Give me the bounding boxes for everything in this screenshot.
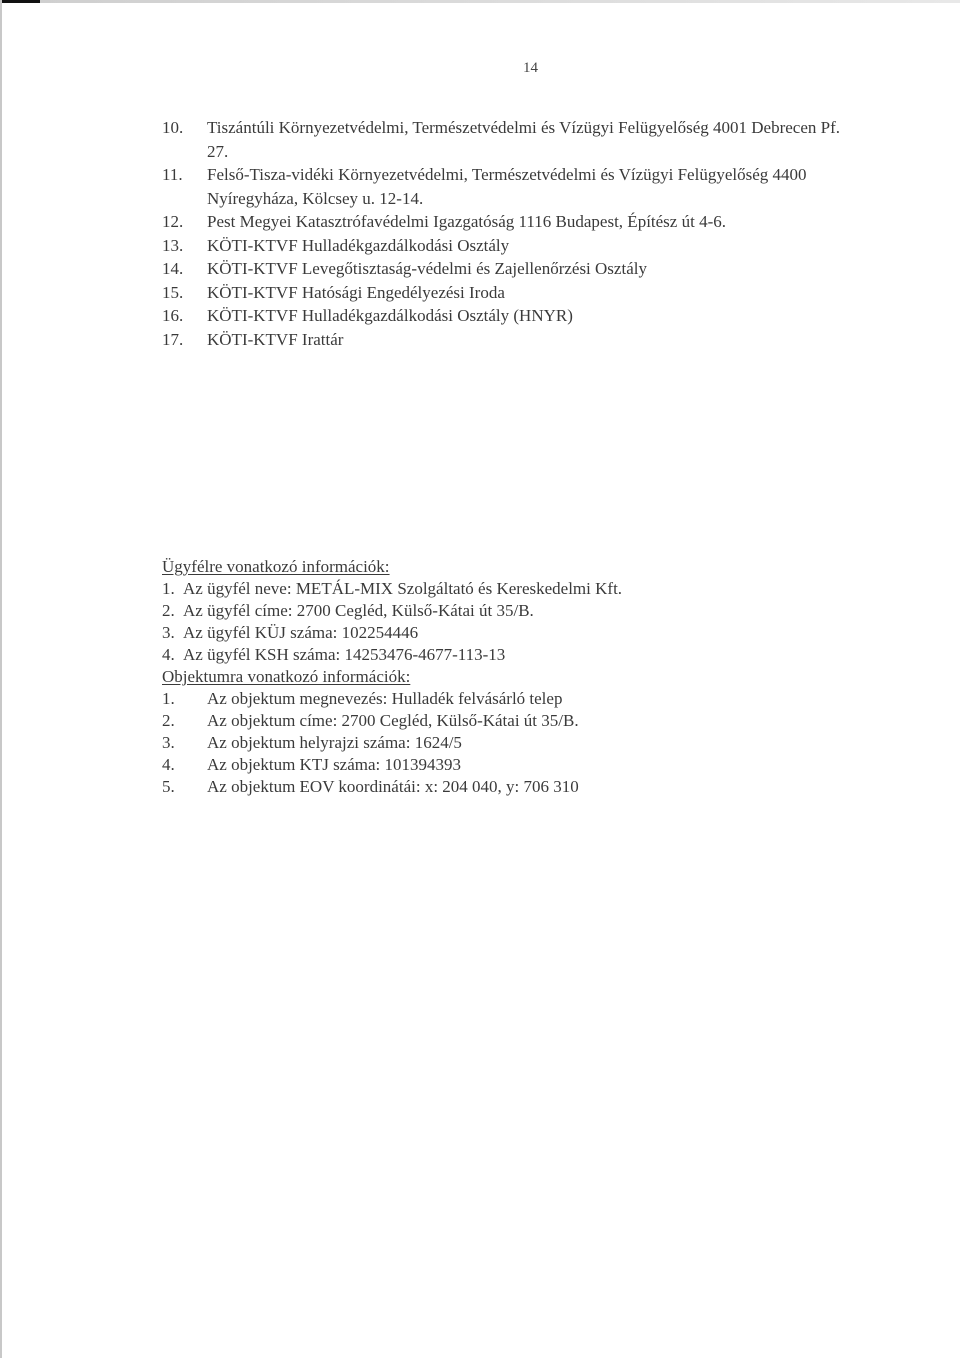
list-item-text: KÖTI-KTVF Hulladékgazdálkodási Osztály [207,235,510,255]
list-item-text: Az ügyfél KÜJ száma: 102254446 [183,623,419,642]
list-item-number: 1. [162,579,175,598]
list-item-number: 10. [162,118,184,137]
client-info-heading: Ügyfélre vonatkozó információk: [162,557,390,576]
list-item-number: 15. [162,282,184,302]
list-item-number: 16. [162,306,184,325]
list-item-text: Az ügyfél neve: METÁL-MIX Szolgáltató és Kereskedelmi Kft. [183,579,623,598]
page-number: 14 [523,60,538,76]
list-item-number: 17. [162,329,184,349]
list-item-text: Az objektum KTJ száma: 101394393 [207,755,462,774]
list-item-text: KÖTI-KTVF Levegőtisztaság-védelmi és Zajellenőrzési Osztály [207,259,647,278]
list-item [162,578,862,600]
list-item [162,644,862,666]
list-item-number: 4. [162,645,175,664]
list-item-number: 2. [162,711,175,730]
list-item-text: Felső-Tisza-vidéki Környezetvédelmi, Természetvédelmi és Vízügyi Felügyelőség 4400 Nyíregyháza, Kölcsey u. 12-14. [207,165,807,208]
list-item-text: Az objektum EOV koordinátái: x: 204 040, y: 706 310 [207,777,579,796]
list-item [162,304,862,328]
list-item [162,163,862,210]
list-item [162,754,862,776]
list-item-text: KÖTI-KTVF Hatósági Engedélyezési Iroda [207,282,505,302]
list-item [162,281,862,305]
list-item [162,210,862,234]
list-item-text: Pest Megyei Katasztrófavédelmi Igazgatóság 1116 Budapest, Építész út 4-6. [207,212,726,231]
list-item [162,688,862,710]
list-item-text: Tiszántúli Környezetvédelmi, Természetvédelmi és Vízügyi Felügyelőség 4001 Debrecen Pf. 27. [207,118,841,161]
list-item-number: 13. [162,235,184,255]
list-item-number: 1. [162,689,175,708]
list-item [162,116,862,163]
list-item [162,257,862,281]
list-item-number: 11. [162,165,183,184]
list-item [162,732,862,754]
list-item-text: Az ügyfél KSH száma: 14253476-4677-113-13 [183,645,506,664]
list-item-text: KÖTI-KTVF Irattár [207,329,344,349]
list-item [162,600,862,622]
authority-list [162,116,862,351]
list-item-number: 2. [162,601,175,620]
list-item-number: 14. [162,259,184,278]
list-item [162,710,862,732]
scan-edge-top [0,0,960,3]
list-item-text: Az objektum címe: 2700 Cegléd, Külső-Kátai út 35/B. [207,711,579,730]
list-item [162,622,862,644]
list-item-number: 3. [162,623,175,642]
list-item [162,776,862,798]
list-item-text: Az objektum megnevezés: Hulladék felvásárló telep [207,689,563,708]
list-item-text: Az ügyfél címe: 2700 Cegléd, Külső-Kátai út 35/B. [183,601,534,620]
scan-edge-left [0,0,2,1358]
list-item-number: 5. [162,777,175,796]
list-item-text: Az objektum helyrajzi száma: 1624/5 [207,733,462,752]
client-info-section [162,556,862,666]
list-item-number: 3. [162,733,175,752]
object-info-heading: Objektumra vonatkozó információk: [162,667,411,686]
list-item-number: 12. [162,212,184,231]
list-item-text: KÖTI-KTVF Hulladékgazdálkodási Osztály (HNYR) [207,306,573,325]
object-info-section [162,666,862,798]
list-item [162,328,862,352]
list-item-number: 4. [162,755,175,774]
list-item [162,234,862,258]
